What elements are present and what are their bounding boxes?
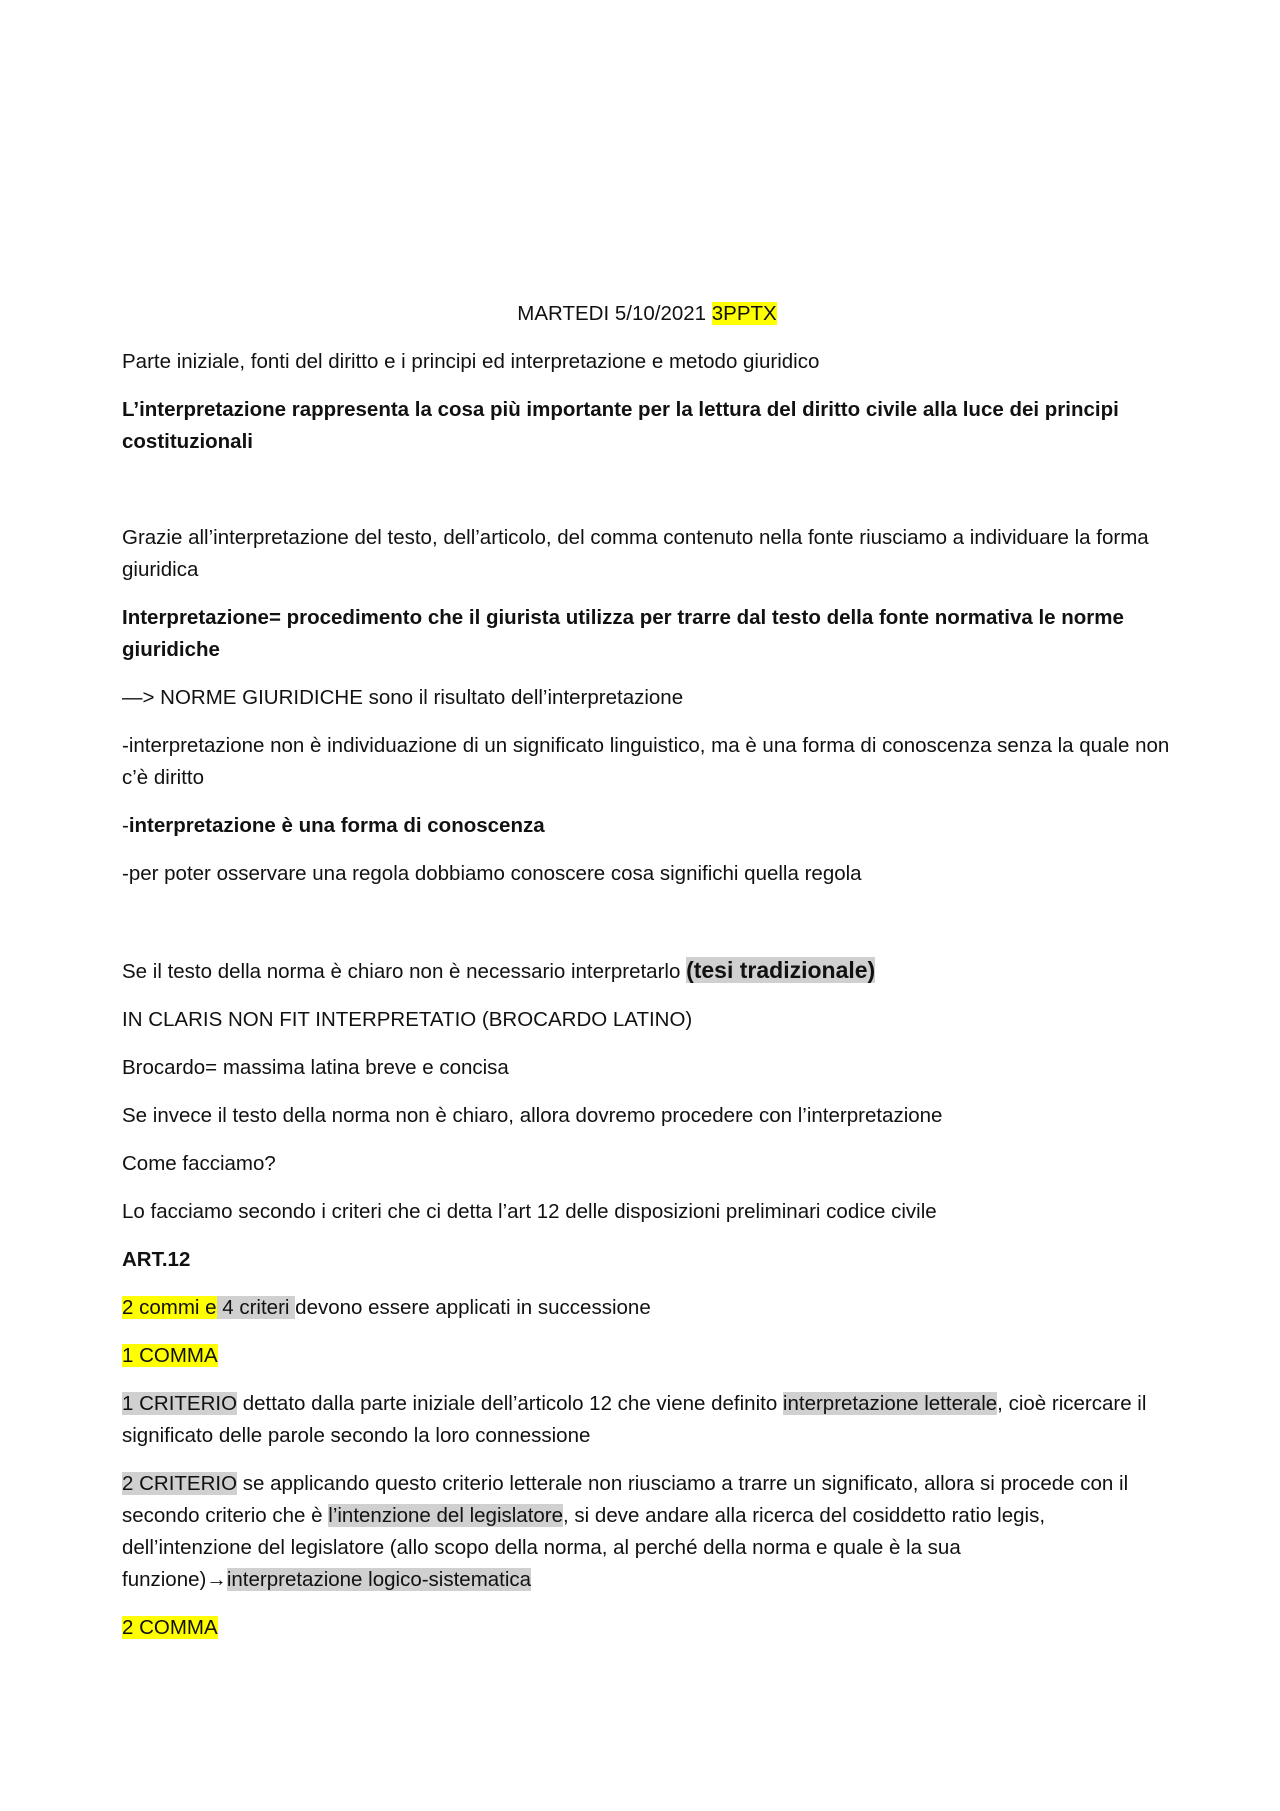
definition-paragraph: Interpretazione= procedimento che il giurista utilizza per trarre dal testo della fonte normativa le norme giuridiche (122, 606, 1124, 661)
non-chiaro-paragraph: Se invece il testo della norma non è chiaro, allora dovremo procedere con l’interpretazione (122, 1104, 943, 1127)
commi-text: devono essere applicati in successione (295, 1296, 651, 1319)
importance-paragraph: L’interpretazione rappresenta la cosa più importante per la lettura del diritto civile alla luce dei principi costituzionali (122, 398, 1119, 453)
comma2-paragraph (122, 1612, 1172, 1644)
arrow-right-icon: → (206, 1568, 227, 1591)
blank-line (122, 906, 1172, 954)
criterio2-highlight: l’intenzione del legislatore (328, 1504, 564, 1527)
criterio2-highlight2: interpretazione logico-sistematica (226, 1568, 532, 1591)
come-paragraph: Come facciamo? (122, 1152, 276, 1175)
art12-heading: ART.12 (122, 1248, 191, 1271)
osservare-paragraph: -per poter osservare una regola dobbiamo conoscere cosa significhi quella regola (122, 862, 862, 885)
commi-paragraph (122, 1292, 1172, 1324)
document-body (122, 298, 1172, 1660)
criterio2-paragraph (122, 1468, 1172, 1596)
intro-paragraph: Parte iniziale, fonti del diritto e i principi ed interpretazione e metodo giuridico (122, 350, 820, 373)
criterio2-text-a: se applicando questo criterio letterale non riusciamo a trarre un significato, allora si procede con il secondo criterio che è (122, 1472, 1129, 1527)
comma1-label: 1 COMMA (122, 1344, 218, 1367)
forma-dash: - (122, 814, 129, 837)
norme-paragraph: —> NORME GIURIDICHE sono il risultato dell’interpretazione (122, 686, 684, 709)
comma2-label: 2 COMMA (122, 1616, 218, 1639)
forma-bold: interpretazione è una forma di conoscenza (128, 814, 545, 837)
grazie-paragraph: Grazie all’interpretazione del testo, dell’articolo, del comma contenuto nella fonte riusciamo a individuare la forma giuridica (122, 526, 1149, 581)
criterio1-label: 1 CRITERIO (122, 1392, 238, 1415)
page-title (122, 298, 1172, 330)
non-significato-paragraph: -interpretazione non è individuazione di un significato linguistico, ma è una forma di conoscenza senza la quale non c’è diritto (122, 734, 1170, 789)
title-date: MARTEDI 5/10/2021 (517, 302, 707, 325)
comma1-paragraph (122, 1340, 1172, 1372)
chiaro-text: Se il testo della norma è chiaro non è necessario interpretarlo (122, 960, 687, 983)
claris-paragraph: IN CLARIS NON FIT INTERPRETATIO (BROCARDO LATINO) (122, 1008, 693, 1031)
title-code: 3PPTX (711, 302, 777, 325)
chiaro-paragraph (122, 954, 1172, 988)
blank-line (122, 474, 1172, 522)
criteri-art-paragraph: Lo facciamo secondo i criteri che ci detta l’art 12 delle disposizioni preliminari codice civile (122, 1200, 937, 1223)
forma-paragraph (122, 810, 1172, 842)
commi-highlight: 2 commi e (122, 1296, 217, 1319)
tesi-tradizionale: (tesi tradizionale) (686, 957, 876, 983)
brocardo-paragraph: Brocardo= massima latina breve e concisa (122, 1056, 509, 1079)
criterio2-label: 2 CRITERIO (122, 1472, 238, 1495)
criterio1-text-b: , cioè ricercare il significato delle parole secondo la loro connessione (122, 1392, 1147, 1447)
criterio1-highlight: interpretazione letterale (782, 1392, 998, 1415)
criterio1-text-a: dettato dalla parte iniziale dell’articolo 12 che viene definito (237, 1392, 783, 1415)
criteri-highlight: 4 criteri (216, 1296, 296, 1319)
criterio1-paragraph (122, 1388, 1172, 1452)
criterio2-text-b: , si deve andare alla ricerca del cosiddetto ratio legis, dell’intenzione del legislatore (allo scopo della norma, al perché della norma e quale è la sua funzione) (122, 1504, 1046, 1591)
